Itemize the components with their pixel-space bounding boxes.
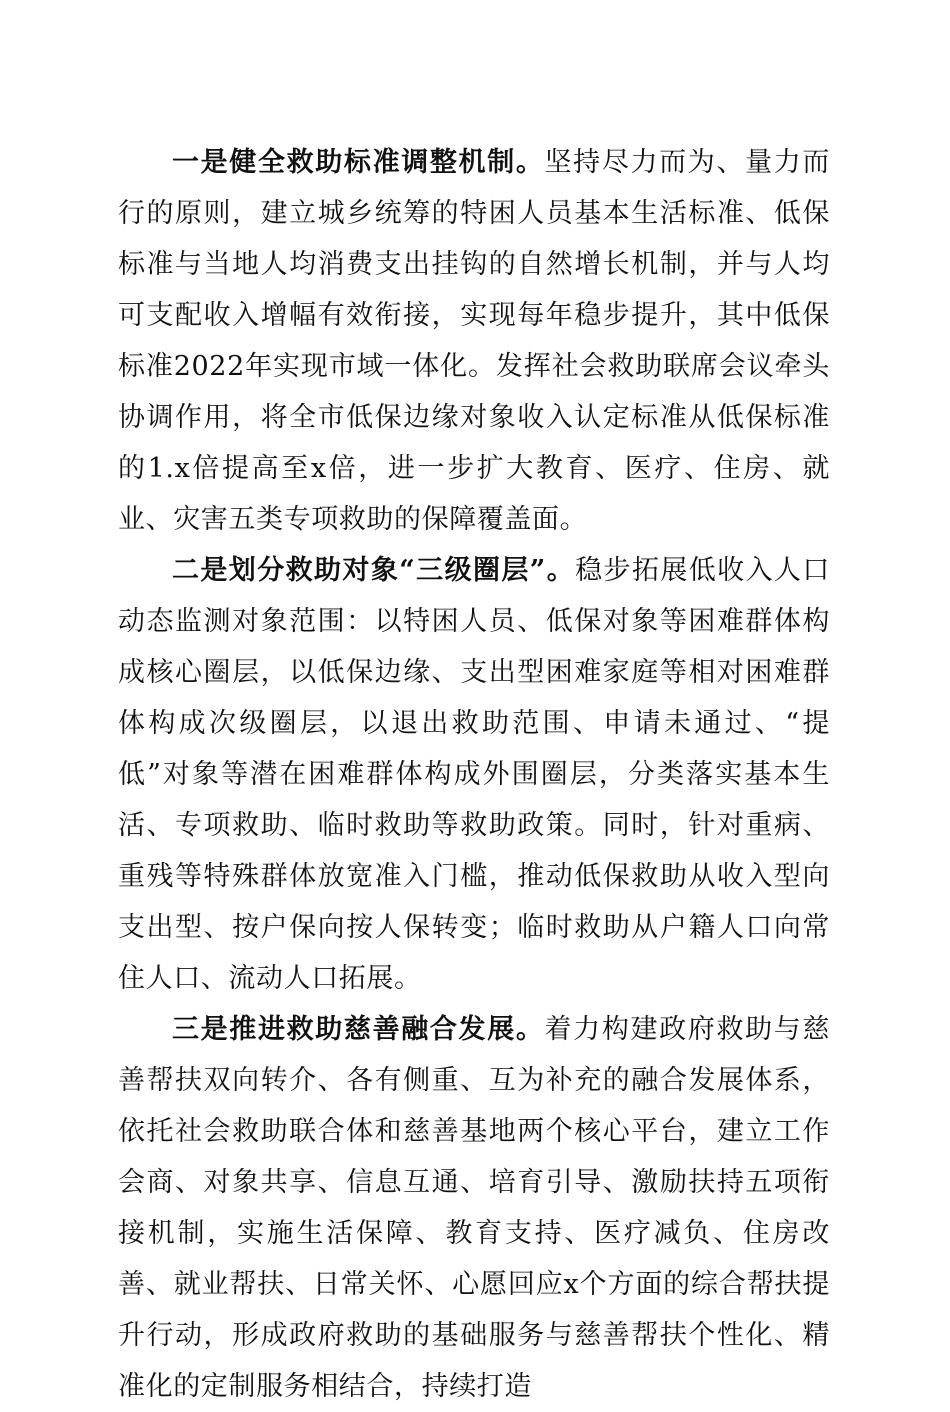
paragraph-lead: 二是划分救助对象“三级圈层”。 [172,555,576,586]
paragraph-text: 坚持尽力而为、量力而行的原则，建立城乡统筹的特困人员基本生活标准、低保标准与当地人均消费支出挂钩的自然增长机制，并与人均可支配收入增幅有效衔接，实现每年稳步提升，其中低保标准2022年实现市域一体化。发挥社会救助联席会议牵头协调作用，将全市低保边缘对象收入认定标准从低保标准的1.x倍提高至x倍，进一步扩大教育、医疗、住房、就业、灾害五类专项救助的保障覆盖面。 [118,147,831,535]
paragraph-text: 稳步拓展低收入人口动态监测对象范围：以特困人员、低保对象等困难群体构成核心圈层，以低保边缘、支出型困难家庭等相对困难群体构成次级圈层，以退出救助范围、申请未通过、“提低”对象等潜在困难群体构成外围圈层，分类落实基本生活、专项救助、临时救助等救助政策。同时，针对重病、重残等特殊群体放宽准入门槛，推动低保救助从收入型向支出型、按户保向按人保转变；临时救助从户籍人口向常住人口、流动人口拓展。 [118,555,831,994]
document-body [118,137,830,1412]
paragraph-lead: 三是推进救助慈善融合发展。 [172,1014,545,1045]
paragraph-charity-integration [118,1004,830,1412]
paragraph-three-tier-circles [118,545,830,1004]
paragraph-lead: 一是健全救助标准调整机制。 [172,147,545,178]
paragraph-text: 着力构建政府救助与慈善帮扶双向转介、各有侧重、互为补充的融合发展体系，依托社会救助联合体和慈善基地两个核心平台，建立工作会商、对象共享、信息互通、培育引导、激励扶持五项衔接机制，实施生活保障、教育支持、医疗减负、住房改善、就业帮扶、日常关怀、心愿回应x个方面的综合帮扶提升行动，形成政府救助的基础服务与慈善帮扶个性化、精准化的定制服务相结合，持续打造 [118,1014,831,1402]
paragraph-standard-adjustment [118,137,830,545]
